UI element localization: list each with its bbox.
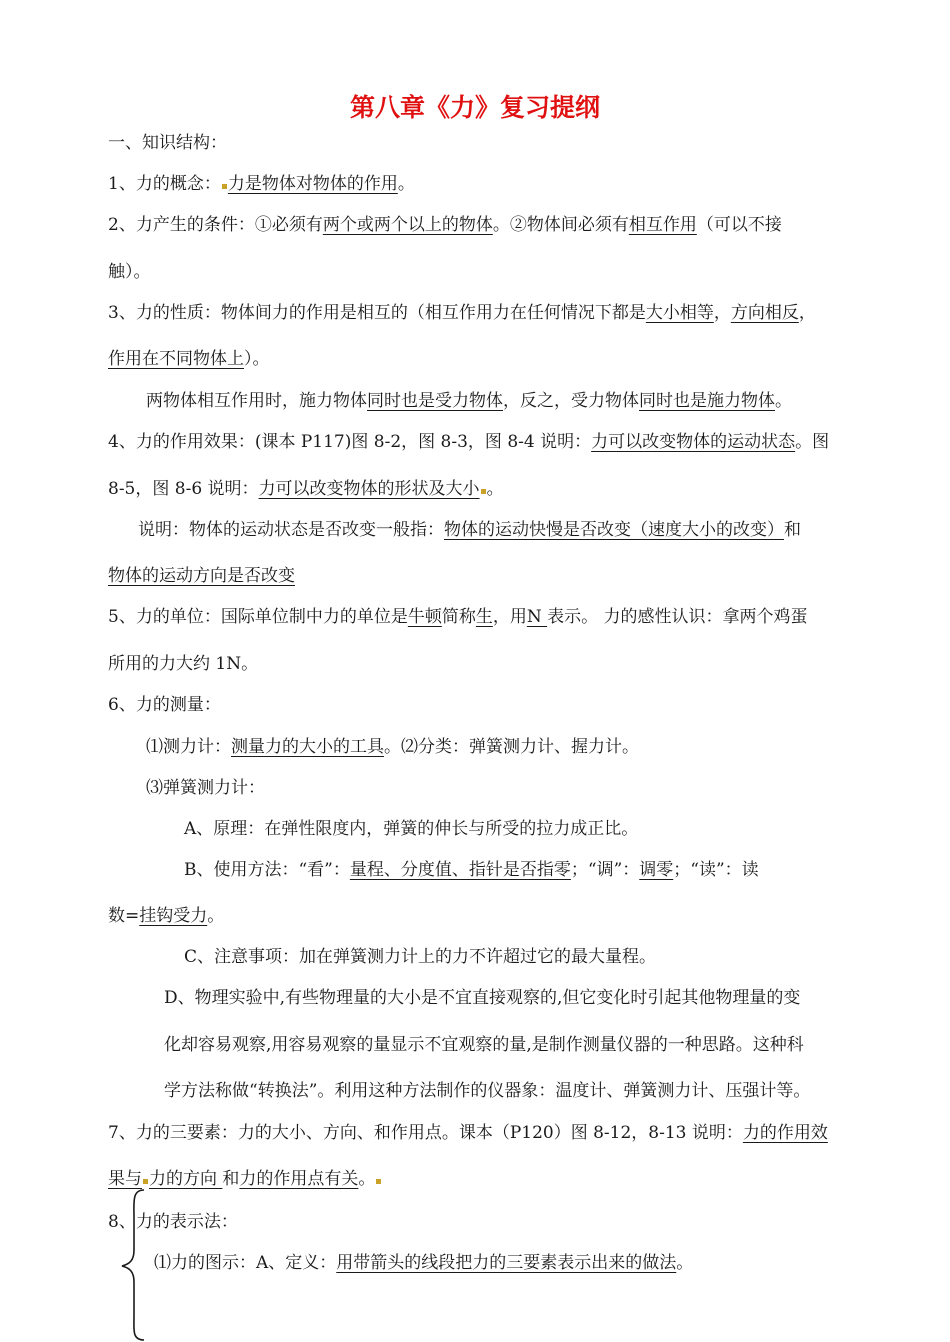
item-7-continued: 果与 力的方向 和力的作用点有关。 [108,1167,382,1191]
item-3-nature: 3、力的性质：物体间力的作用是相互的（相互作用力在任何情况下都是大小相等，方向相反， [108,303,816,323]
page-title: 第八章《力》复习提纲 [349,93,600,122]
item-6-method-line-2: 化却容易观察,用容易观察的量显示不宜观察的量,是制作测量仪器的一种思路。这种科 [164,1035,804,1055]
item-6-usage-continued: 数=挂钩受力。 [108,906,225,926]
item-4-note-continued: 物体的运动方向是否改变 [108,566,295,586]
section-heading: 一、知识结构： [108,133,227,153]
item-3-continued: 作用在不同物体上）。 [108,349,270,369]
annotation-mark [376,1179,381,1184]
item-4-note: 说明：物体的运动状态是否改变一般指：物体的运动快慢是否改变（速度大小的改变）和 [138,520,801,540]
annotation-mark [222,184,227,189]
item-5-continued: 所用的力大约 1N。 [108,654,259,674]
item-2-continued: 触）。 [108,262,151,282]
item-5-unit: 5、力的单位：国际单位制中力的单位是牛顿简称生，用N 表示。 力的感性认识：拿两个鸡蛋 [108,607,808,627]
item-8-representation: 8、力的表示法： [108,1212,238,1232]
annotation-mark [143,1179,148,1184]
item-4-continued: 8-5，图 8-6 说明：力可以改变物体的形状及大小 。 [108,479,504,499]
item-1-concept: 1、力的概念： 力是物体对物体的作用。 [108,174,415,194]
item-4-effects: 4、力的作用效果：(课本 P117)图 8-2，图 8-3，图 8-4 说明：力可以改变物体的运动状态。图 [108,432,830,452]
annotation-mark [481,489,486,494]
item-6-usage: B、使用方法：“看”：量程、分度值、指针是否指零；“调”：调零；“读”：读 [184,860,759,880]
item-6-method-line-3: 学方法称做“转换法”。利用这种方法制作的仪器象：温度计、弹簧测力计、压强计等。 [164,1081,811,1101]
item-6-measurement: 6、力的测量： [108,695,221,715]
item-6-method-line-1: D、物理实验中,有些物理量的大小是不宜直接观察的,但它变化时引起其他物理量的变 [164,988,801,1008]
item-6-principle: A、原理：在弹性限度内，弹簧的伸长与所受的拉力成正比。 [184,819,639,839]
item-8-sub-1: ⑴力的图示：A、定义：用带箭头的线段把力的三要素表示出来的做法。 [154,1253,694,1273]
curly-brace-icon [118,1188,148,1342]
item-2-conditions: 2、力产生的条件：①必须有两个或两个以上的物体。②物体间必须有相互作用（可以不接 [108,215,782,235]
item-3-note: 两物体相互作用时，施力物体同时也是受力物体，反之，受力物体同时也是施力物体。 [146,391,792,411]
item-6-sub-1: ⑴测力计：测量力的大小的工具。⑵分类：弹簧测力计、握力计。 [146,737,639,757]
item-6-caution: C、注意事项：加在弹簧测力计上的力不许超过它的最大量程。 [184,947,657,967]
item-7-three-elements: 7、力的三要素：力的大小、方向、和作用点。课本（P120）图 8-12，8-13 说明：力的作用效 [108,1123,828,1143]
item-6-sub-3: ⑶弹簧测力计： [146,778,265,798]
